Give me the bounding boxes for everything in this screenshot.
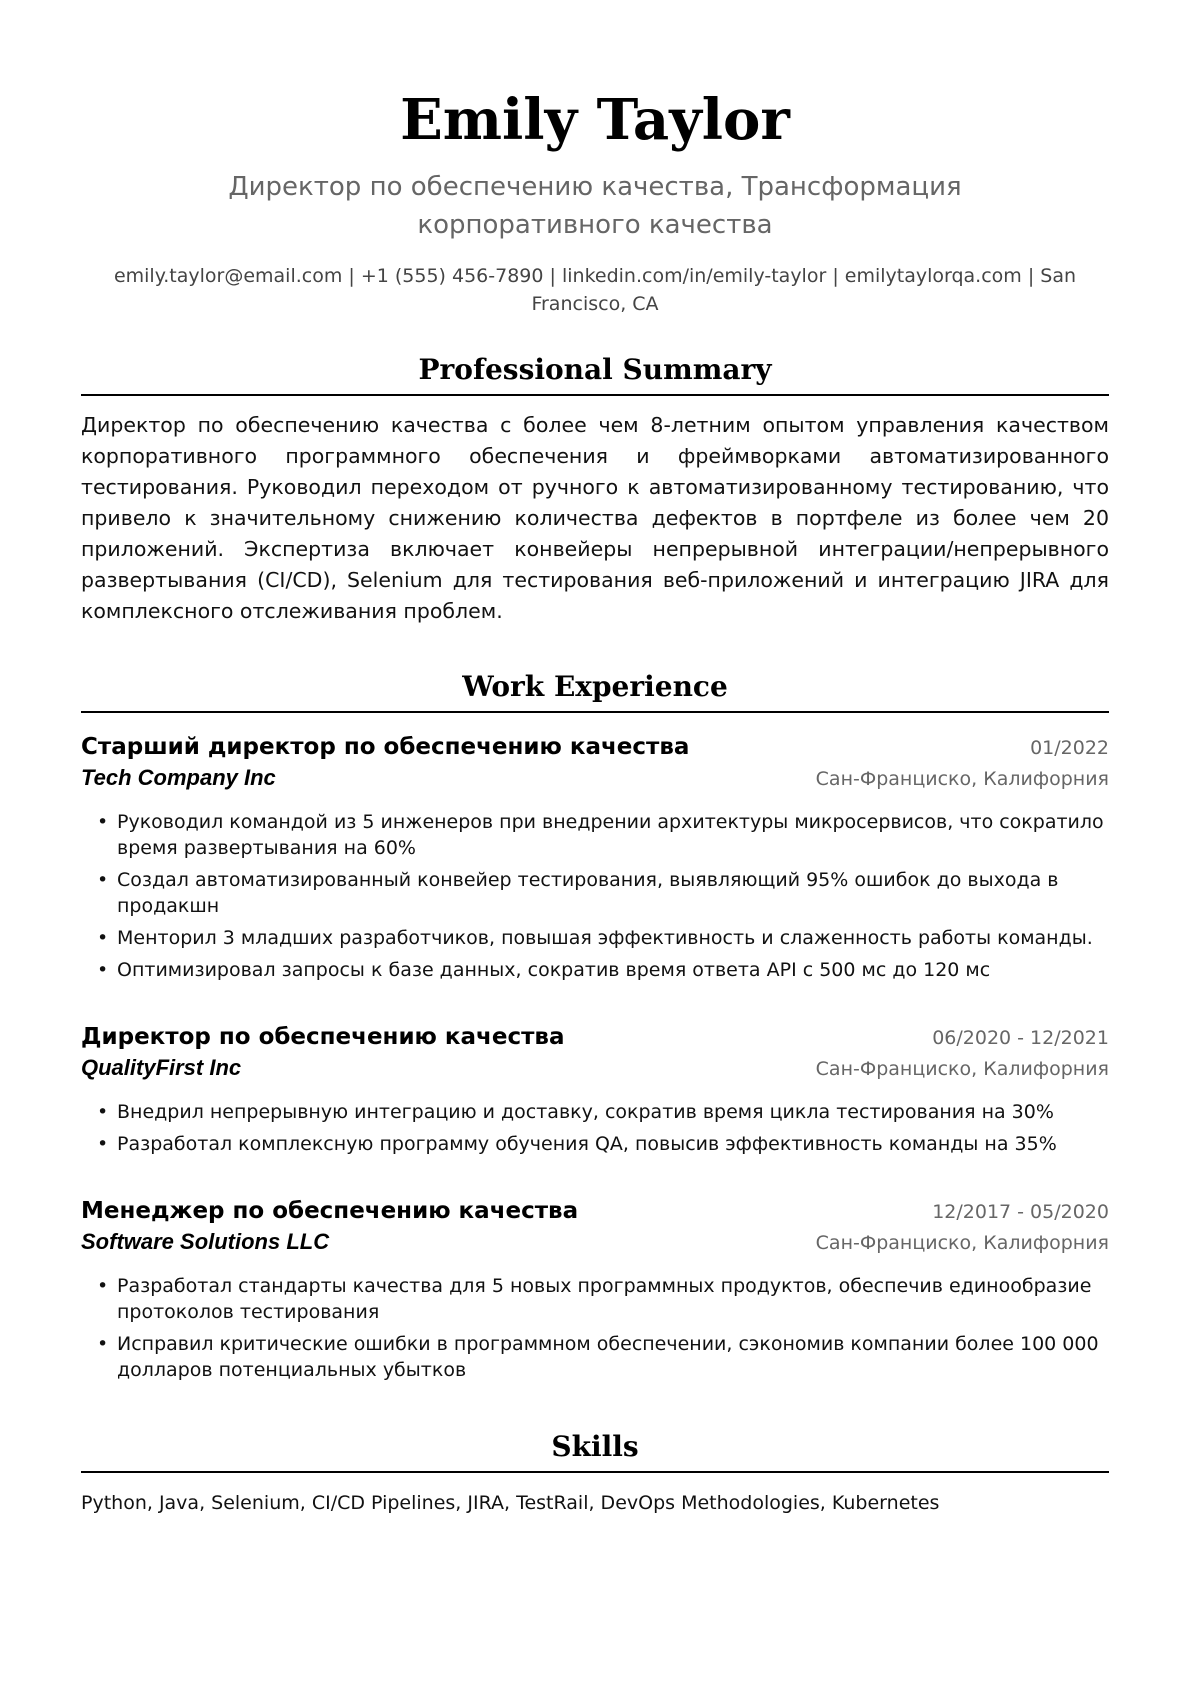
job-title: Директор по обеспечению качества — [81, 1024, 565, 1050]
candidate-headline: Директор по обеспечению качества, Трансформация корпоративного качества — [228, 172, 962, 240]
company-name: QualityFirst Inc — [81, 1055, 242, 1080]
skills-divider — [81, 1471, 1109, 1473]
job-dates: 12/2017 - 05/2020 — [932, 1201, 1109, 1223]
job-bullet: • Разработал стандарты качества для 5 новых программных продуктов, обеспечив единообразие протоколов тестирования — [117, 1273, 1109, 1325]
job-bullet: • Оптимизировал запросы к базе данных, сократив время ответа API с 500 мс до 120 мс — [117, 957, 1109, 983]
work-experience-heading: Work Experience — [462, 670, 728, 703]
job-entry — [81, 1195, 1109, 1383]
job-title: Менеджер по обеспечению качества — [81, 1198, 579, 1224]
job-bullet: • Разработал комплексную программу обучения QA, повысив эффективность команды на 35% — [117, 1131, 1109, 1157]
job-entry — [81, 731, 1109, 983]
job-dates: 01/2022 — [1030, 737, 1109, 759]
job-title: Старший директор по обеспечению качества — [81, 734, 690, 760]
job-bullet: • Руководил командой из 5 инженеров при внедрении архитектуры микросервисов, что сократило время развертывания на 60% — [117, 809, 1109, 861]
summary-heading: Professional Summary — [418, 353, 772, 386]
job-bullet: • Менторил 3 младших разработчиков, повышая эффективность и слаженность работы команды. — [117, 925, 1109, 951]
job-bullet: • Внедрил непрерывную интеграцию и доставку, сократив время цикла тестирования на 30% — [117, 1099, 1109, 1125]
job-dates: 06/2020 - 12/2021 — [932, 1027, 1109, 1049]
contact-line: emily.taylor@email.com | +1 (555) 456-7890 | linkedin.com/in/emily-taylor | emilytaylorqa.com | San Francisco, CA — [113, 265, 1077, 315]
job-bullet: • Исправил критические ошибки в программном обеспечении, сэкономив компании более 100 000 долларов потенциальных убытков — [117, 1331, 1109, 1383]
job-location: Сан-Франциско, Калифорния — [815, 768, 1109, 790]
work-experience-divider — [81, 711, 1109, 713]
summary-section — [81, 350, 1109, 627]
work-experience-section — [81, 667, 1109, 1383]
skills-list: Python, Java, Selenium, CI/CD Pipelines, JIRA, TestRail, DevOps Methodologies, Kubernetes — [81, 1492, 940, 1514]
skills-heading: Skills — [551, 1430, 639, 1463]
job-location: Сан-Франциско, Калифорния — [815, 1058, 1109, 1080]
skills-section — [81, 1427, 1109, 1517]
job-bullets — [81, 809, 1109, 983]
summary-text: Директор по обеспечению качества с более чем 8-летним опытом управления качеством корпоративного программного обеспечения и фреймворками автоматизированного тестирования. Руководил переходом от ручного к автоматизированному тестированию, что привело к значительному снижению количества дефектов в портфеле из более чем 20 приложений. Экспертиза включает конвейеры непрерывной интеграции/непрерывного развертывания (CI/CD), Selenium для тестирования веб-приложений и интеграцию JIRA для комплексного отслеживания проблем. — [81, 413, 1109, 623]
job-entry — [81, 1021, 1109, 1157]
job-bullets — [81, 1099, 1109, 1157]
company-name: Tech Company Inc — [81, 765, 276, 790]
job-bullet: • Создал автоматизированный конвейер тестирования, выявляющий 95% ошибок до выхода в продакшн — [117, 867, 1109, 919]
candidate-name: Emily Taylor — [400, 87, 790, 153]
job-bullets — [81, 1273, 1109, 1383]
company-name: Software Solutions LLC — [81, 1229, 330, 1254]
summary-divider — [81, 394, 1109, 396]
job-location: Сан-Франциско, Калифорния — [815, 1232, 1109, 1254]
